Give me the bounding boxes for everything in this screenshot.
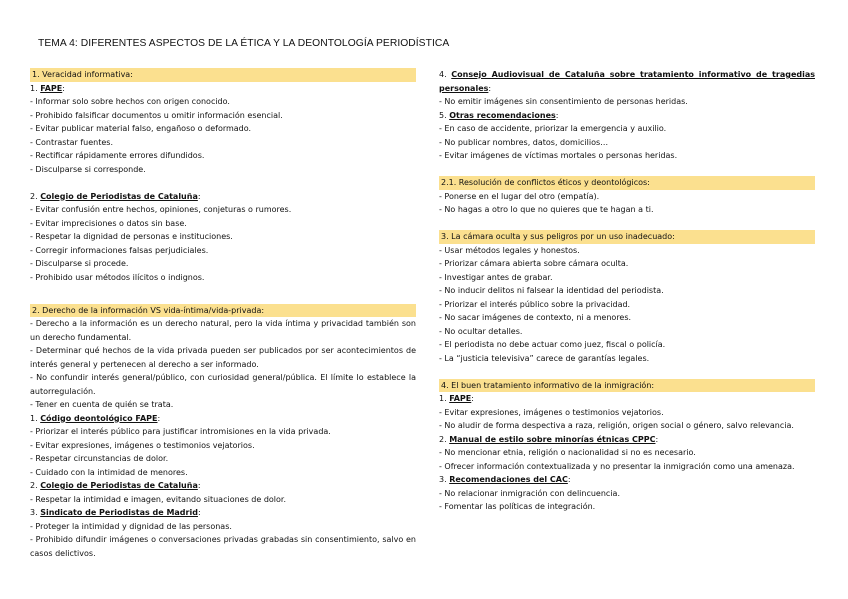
subheading-consejo-audiovisual: 4. Consejo Audiovisual de Cataluña sobre tratamiento informativo de tragedias personales:: [439, 70, 815, 93]
section-heading-resolucion-conflictos: 2.1. Resolución de conflictos éticos y deontológicos:: [439, 176, 815, 190]
left-column: [30, 68, 416, 560]
list-item: - Corregir informaciones falsas perjudiciales.: [30, 245, 209, 255]
list-item: - Evitar imágenes de víctimas mortales o personas heridas.: [439, 151, 678, 160]
list-item: - Rectificar rápidamente errores difundidos.: [30, 151, 205, 160]
list-item: - Priorizar cámara abierta sobre cámara oculta.: [439, 259, 629, 268]
list-item: - Proteger la intimidad y dignidad de las personas.: [30, 521, 232, 531]
list-item: - Priorizar el interés público sobre la privacidad.: [439, 299, 631, 309]
list-item: - No publicar nombres, datos, domicilios…: [439, 137, 609, 147]
paragraph: - Derecho a la información es un derecho natural, pero la vida íntima y privacidad también son un derecho fundamental.: [30, 319, 416, 342]
list-item: - Evitar imprecisiones o datos sin base.: [30, 218, 187, 228]
list-item: - Respetar la intimidad e imagen, evitando situaciones de dolor.: [30, 494, 287, 504]
subheading-colegio-cataluna: 2. Colegio de Periodistas de Cataluña:: [30, 481, 201, 490]
list-item: - No inducir delitos ni falsear la identidad del periodista.: [439, 286, 664, 295]
subheading-colegio-cataluna: 2. Colegio de Periodistas de Cataluña:: [30, 191, 201, 201]
list-item: - Evitar expresiones, imágenes o testimonios vejatorios.: [30, 440, 255, 450]
list-item: - El periodista no debe actuar como juez, fiscal o policía.: [439, 340, 666, 349]
document-title: TEMA 4: DIFERENTES ASPECTOS DE LA ÉTICA Y LA DEONTOLOGÍA PERIODÍSTICA: [38, 38, 450, 49]
list-item: - Ofrecer información contextualizada y no presentar la inmigración como una amenaza.: [439, 461, 795, 471]
list-item: - La “justicia televisiva” carece de garantías legales.: [439, 353, 650, 363]
paragraph: - Determinar qué hechos de la vida privada pueden ser publicados por ser acontecimientos de interés general y pertenecen al derecho a ser informado.: [30, 346, 416, 369]
subheading-fape-codigo: 1. Código deontológico FAPE:: [30, 413, 161, 423]
list-item: - No mencionar etnia, religión o nacionalidad si no es necesario.: [439, 448, 696, 457]
list-item: - No hagas a otro lo que no quieres que te hagan a ti.: [439, 205, 654, 214]
list-item: - Ponerse en el lugar del otro (empatía).: [439, 191, 600, 201]
list-item: - Fomentar las políticas de integración.: [439, 502, 596, 511]
list-item: - Prohibido usar métodos ilícitos o indignos.: [30, 272, 205, 282]
subheading-recomendaciones-cac: 3. Recomendaciones del CAC:: [439, 475, 571, 484]
subheading-otras-recomendaciones: 5. Otras recomendaciones:: [439, 110, 559, 120]
right-column: [439, 68, 815, 514]
list-item: - Disculparse si corresponde.: [30, 164, 146, 174]
section-heading-inmigracion: 4. El buen tratamiento informativo de la inmigración:: [439, 379, 815, 393]
section-heading-camara-oculta: 3. La cámara oculta y sus peligros por un uso inadecuado:: [439, 230, 815, 244]
list-item: - En caso de accidente, priorizar la emergencia y auxilio.: [439, 124, 667, 133]
list-item: - Cuidado con la intimidad de menores.: [30, 467, 188, 477]
subheading-fape: 1. FAPE:: [30, 83, 65, 93]
list-item: - No ocultar detalles.: [439, 326, 523, 336]
list-item: - Evitar publicar material falso, engañoso o deformado.: [30, 124, 252, 133]
subheading-sindicato-madrid: 3. Sindicato de Periodistas de Madrid:: [30, 508, 201, 517]
subheading-manual-estilo: 2. Manual de estilo sobre minorías étnicas CPPC:: [439, 434, 659, 444]
list-item: - No sacar imágenes de contexto, ni a menores.: [439, 313, 632, 322]
list-item: - Respetar la dignidad de personas e instituciones.: [30, 232, 233, 241]
list-item: - Investigar antes de grabar.: [439, 272, 553, 282]
list-item: - No emitir imágenes sin consentimiento de personas heridas.: [439, 97, 688, 106]
section-heading-veracidad: 1. Veracidad informativa:: [30, 68, 416, 82]
subheading-fape: 1. FAPE:: [439, 394, 474, 403]
list-item: - Evitar confusión entre hechos, opiniones, conjeturas o rumores.: [30, 205, 292, 214]
section-heading-derecho-informacion: 2. Derecho de la información VS vida-íntima/vida-privada:: [30, 304, 416, 318]
list-item: - Evitar expresiones, imágenes o testimonios vejatorios.: [439, 407, 664, 417]
paragraph: - Tener en cuenta de quién se trata.: [30, 400, 174, 409]
paragraph: - No confundir interés general/público, con curiosidad general/pública. El límite lo establece la autorregulación.: [30, 373, 416, 396]
list-item: - Priorizar el interés público para justificar intromisiones en la vida privada.: [30, 427, 331, 436]
list-item: - No relacionar inmigración con delincuencia.: [439, 488, 620, 498]
list-item: - Informar solo sobre hechos con origen conocido.: [30, 97, 230, 106]
list-item: - Prohibido difundir imágenes o conversaciones privadas grabadas sin consentimiento, salvo en casos delictivos.: [30, 535, 416, 558]
list-item: - Contrastar fuentes.: [30, 137, 113, 147]
list-item: - No aludir de forma despectiva a raza, religión, origen social o género, salvo relevancia.: [439, 421, 794, 430]
list-item: - Prohibido falsificar documentos u omitir información esencial.: [30, 110, 283, 120]
list-item: - Respetar circunstancias de dolor.: [30, 454, 169, 463]
list-item: - Usar métodos legales y honestos.: [439, 245, 580, 255]
list-item: - Disculparse si procede.: [30, 259, 129, 268]
